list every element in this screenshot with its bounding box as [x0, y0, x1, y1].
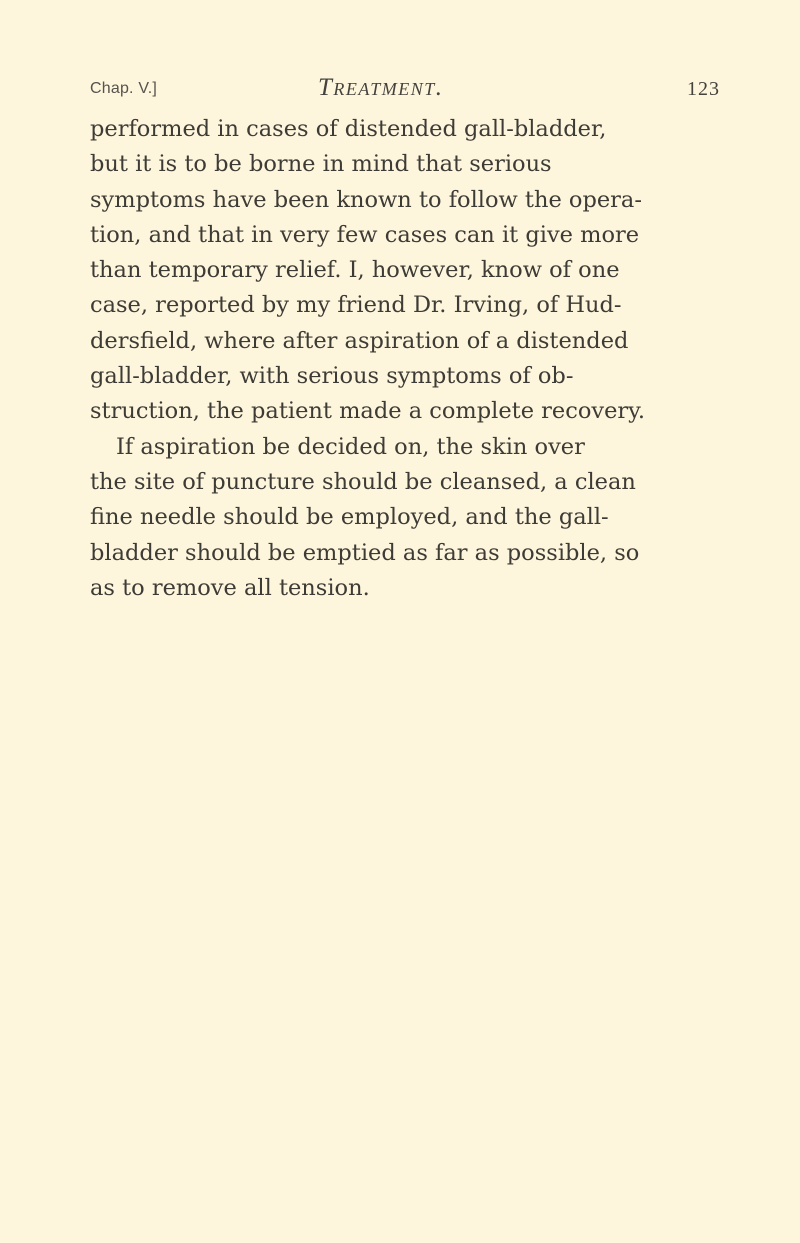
text-line: dersfield, where after aspiration of a distended: [90, 327, 629, 354]
page-number: 123: [687, 78, 720, 100]
text-line: the site of puncture should be cleansed, a clean: [90, 468, 636, 495]
text-line: fine needle should be employed, and the gall-: [90, 504, 609, 531]
text-line: but it is to be borne in mind that serious: [90, 151, 552, 178]
page-title: Treatment.: [318, 74, 444, 101]
text-line: tion, and that in very few cases can it give more: [90, 221, 640, 248]
text-line: struction, the patient made a complete recovery.: [90, 398, 646, 425]
body-text: [90, 112, 730, 606]
text-line: gall-bladder, with serious symptoms of ob-: [90, 363, 574, 390]
text-line: performed in cases of distended gall-bladder,: [90, 116, 607, 142]
text-line: symptoms have been known to follow the opera-: [90, 186, 642, 213]
text-line: bladder should be emptied as far as possible, so: [90, 539, 640, 566]
running-head: [90, 76, 720, 106]
text-line: than temporary relief. I, however, know of one: [90, 257, 620, 284]
text-line: case, reported by my friend Dr. Irving, of Hud-: [90, 292, 622, 319]
text-line: as to remove all tension.: [90, 574, 370, 601]
chapter-label: Chap. V.]: [90, 80, 158, 97]
paragraph-start-line: If aspiration be decided on, the skin over: [116, 433, 585, 460]
